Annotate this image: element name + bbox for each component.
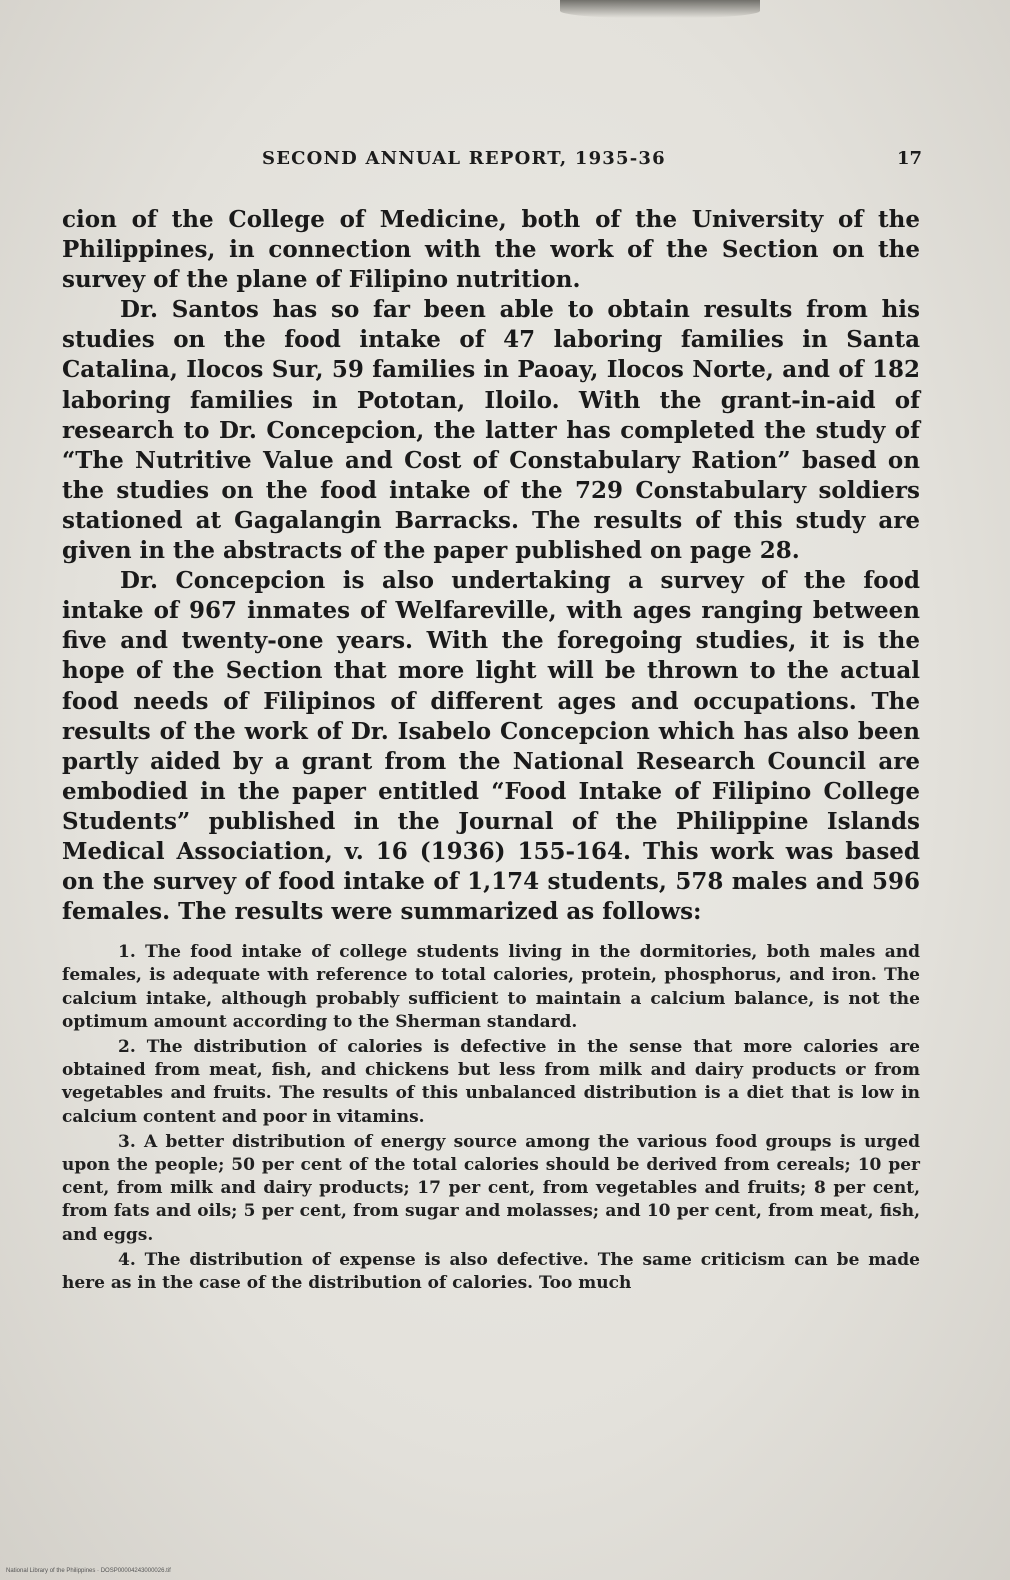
scan-shadow <box>560 0 760 18</box>
list-item: 2. The distribution of calories is defective in the sense that more calories are obtained from meat, fish, and chickens but less from milk and dairy products or from vegetables and fruits. The results of this unbalanced distribution is a diet that is low in calcium content and poor in vitamins. <box>62 1037 920 1127</box>
page-header <box>262 148 922 182</box>
page-number: 17 <box>896 148 922 169</box>
running-title: SECOND ANNUAL REPORT, 1935-36 <box>262 148 666 169</box>
paragraph-3: Dr. Concepcion is also undertaking a survey of the food intake of 967 inmates of Welfareville, with ages ranging between five and twenty-one years. With the foregoing studies, it is the hope of the Section that more light will be thrown to the actual food needs of Filipinos of different ages and occupations. The results of the work of Dr. Isabelo Concepcion which has also been partly aided by a grant from the National Research Council are embodied in the paper entitled “Food Intake of Filipino College Students” published in the Journal of the Philippine Islands Medical Association, v. 16 (1936) 155-164. This work was based on the survey of food intake of 1,174 students, 578 males and 596 females. The results were summarized as follows: <box>62 567 920 926</box>
paragraph-1: cion of the College of Medicine, both of the University of the Philippines, in connection with the work of the Section on the survey of the plane of Filipino nutrition. <box>62 206 920 294</box>
paragraph-2: Dr. Santos has so far been able to obtain results from his studies on the food intake of 47 laboring families in Santa Catalina, Ilocos Sur, 59 families in Paoay, Ilocos Norte, and of 182 laboring families in Pototan, Iloilo. With the grant-in-aid of research to Dr. Concepcion, the latter has completed the study of “The Nutritive Value and Cost of Constabulary Ration” based on the studies on the food intake of the 729 Constabulary soldiers stationed at Gagalangin Barracks. The results of this study are given in the abstracts of the paper published on page 28. <box>62 296 920 565</box>
summary-list <box>62 941 920 1295</box>
scan-footer: National Library of the Philippines · DOSP00004243000026.tif <box>6 1568 171 1574</box>
list-item: 1. The food intake of college students living in the dormitories, both males and females, is adequate with reference to total calories, protein, phosphorus, and iron. The calcium intake, although probably sufficient to maintain a calcium balance, is not the optimum amount according to the Sherman standard. <box>62 942 920 1032</box>
list-item: 3. A better distribution of energy source among the various food groups is urged upon the people; 50 per cent of the total calories should be derived from cereals; 10 per cent, from milk and dairy products; 17 per cent, from vegetables and fruits; 8 per cent, from fats and oils; 5 per cent, from sugar and molasses; and 10 per cent, from meat, fish, and eggs. <box>62 1131 920 1245</box>
body-text <box>62 205 920 1297</box>
list-item: 4. The distribution of expense is also defective. The same criticism can be made here as in the case of the distribution of calories. Too much <box>62 1249 920 1294</box>
